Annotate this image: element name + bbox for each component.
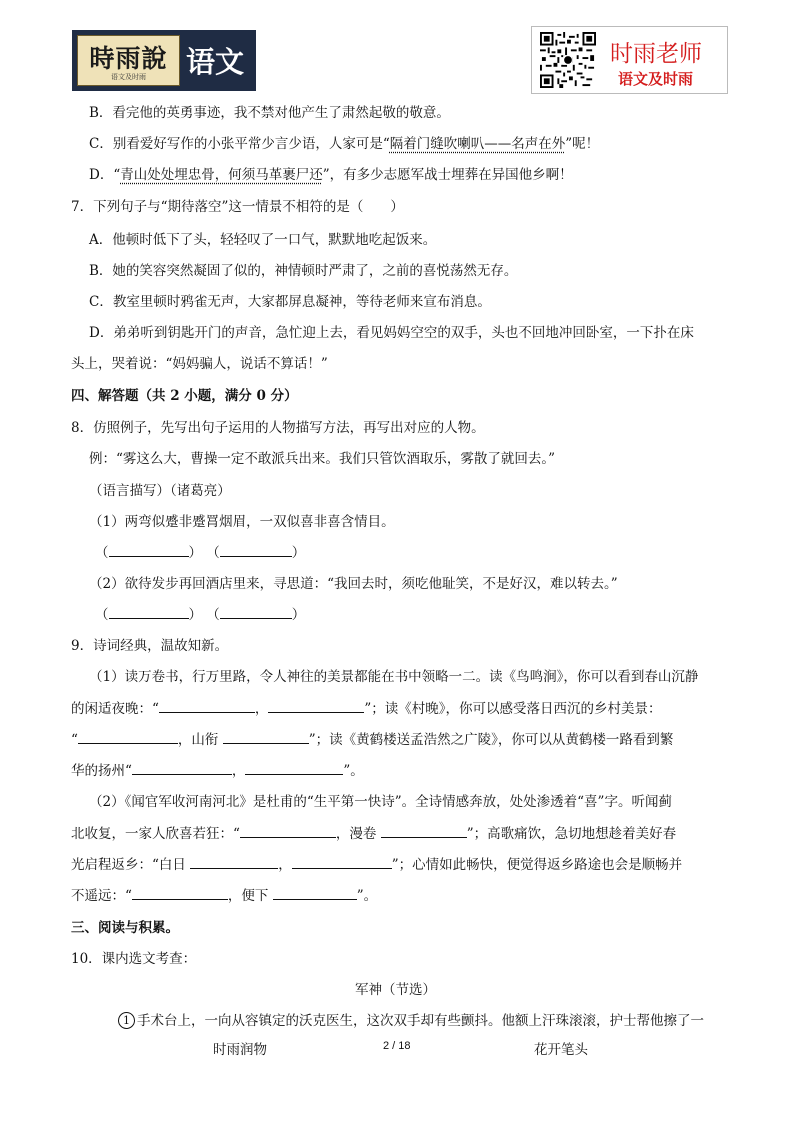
q6-option-c (89, 132, 599, 152)
text: 的闲适夜晚：“ (71, 701, 159, 717)
paren-close: ） (188, 545, 202, 561)
brand-logo-text: 時雨說 (89, 44, 168, 73)
q6-option-d-post: ”，有多少志愿军战士埋葬在异国他乡啊！ (322, 167, 573, 183)
section-heading-3: 三、阅读与积累。 (71, 920, 179, 936)
text: ”；高歌痛饮，急切地想趁着美好春 (466, 826, 677, 842)
q6-option-c-post: ”呢！ (565, 136, 600, 152)
q7-option-d-line1: D．弟弟听到钥匙开门的声音，急忙迎上去，看见妈妈空空的双手，头也不回地冲回卧室，一下扑在床 (89, 325, 694, 341)
answer-blank[interactable] (381, 823, 467, 838)
q6-option-d (89, 163, 573, 183)
text: ， (278, 857, 292, 873)
paren-open: （ (206, 545, 220, 561)
answer-blank[interactable] (245, 760, 343, 775)
page-number: 2 / 18 (383, 1040, 411, 1052)
text: 光启程返乡：“白日 (71, 857, 186, 873)
teacher-slogan: 语文及时雨 (618, 70, 694, 88)
q9-part1-line3 (71, 728, 673, 748)
text: 华的扬州“ (71, 763, 132, 779)
answer-blank[interactable] (292, 854, 392, 869)
text: “ (71, 732, 78, 748)
q7-option-a: A．他顿时低下了头，轻轻叹了一口气，默默地吃起饭来。 (89, 232, 437, 248)
qr-code-icon (540, 32, 596, 88)
text: 不遥远：“ (71, 888, 132, 904)
paren-open: （ (95, 607, 109, 623)
paren-close: ） (291, 607, 306, 623)
text: ”；读《村晚》，你可以感受落日西沉的乡村美景： (364, 701, 662, 717)
text: ， (231, 763, 246, 779)
footer-right: 花开笔头 (534, 1042, 588, 1058)
paren-open: （ (95, 545, 109, 561)
answer-blank[interactable] (190, 854, 278, 869)
footer-left: 时雨润物 (213, 1042, 267, 1058)
q8-example: 例：“雾这么大，曹操一定不敢派兵出来。我们只管饮酒取乐，雾散了就回去。” (89, 451, 556, 467)
text: 北收复，一家人欣喜若狂：“ (71, 826, 240, 842)
text: ”。 (356, 888, 378, 904)
paragraph-text: 手术台上，一向从容镇定的沃克医生，这次双手却有些颤抖。他额上汗珠滚滚，护士帮他擦了一 (137, 1013, 704, 1029)
teacher-banner (531, 26, 728, 94)
answer-blank[interactable] (78, 729, 178, 744)
q8-answer-row-1 (95, 541, 305, 561)
answer-blank[interactable] (109, 604, 189, 619)
text: ，漫卷 (335, 826, 377, 842)
q9-part2-line3 (71, 853, 682, 873)
q8-stem: 8．仿照例子，先写出句子运用的人物描写方法，再写出对应的人物。 (71, 420, 485, 436)
answer-blank[interactable] (159, 698, 255, 713)
q8-sentence-1: （1）两弯似蹙非蹙罥烟眉，一双似喜非喜含情目。 (89, 514, 395, 530)
q8-example-answer: （语言描写）（诸葛亮） (89, 483, 231, 499)
answer-blank[interactable] (223, 729, 309, 744)
paren-open: （ (206, 607, 220, 623)
q9-part2-line2 (71, 822, 676, 842)
q6-option-d-pre: D．“ (89, 167, 121, 183)
brand-logo (72, 30, 256, 91)
q9-part1-line1: （1）读万卷书，行万里路，令人神往的美景都能在书中领略一二。读《鸟鸣涧》，你可以看到春山沉静 (89, 669, 699, 685)
q6-option-d-phrase: 青山处处埋忠骨，何须马革裹尸还 (120, 167, 323, 183)
paren-close: ） (188, 607, 202, 623)
answer-blank[interactable] (109, 542, 189, 557)
q10-stem: 10．课内选文考查： (71, 951, 197, 967)
answer-blank[interactable] (240, 823, 336, 838)
q9-part2-line4 (71, 884, 377, 904)
q8-answer-row-2 (95, 603, 305, 623)
passage-paragraph-1 (118, 1009, 704, 1029)
q9-part1-line4 (71, 759, 364, 779)
q7-option-c: C．教室里顿时鸦雀无声，大家都屏息凝神，等待老师来宣布消息。 (89, 294, 491, 310)
q7-option-b: B．她的笑容突然凝固了似的，神情顿时严肃了，之前的喜悦荡然无存。 (89, 263, 518, 279)
subject-title: 语文 (186, 45, 245, 79)
text: ， (254, 701, 269, 717)
q9-stem: 9．诗词经典，温故知新。 (71, 638, 229, 654)
paragraph-number: 1 (118, 1012, 135, 1029)
answer-blank[interactable] (220, 604, 292, 619)
text: ”；心情如此畅快，便觉得返乡路途也会是顺畅并 (391, 857, 683, 873)
paren-close: ） (291, 545, 306, 561)
q7-stem: 7．下列句子与“期待落空”这一情景不相符的是（ ） (71, 199, 404, 215)
teacher-name: 时雨老师 (610, 41, 702, 67)
answer-blank[interactable] (268, 698, 364, 713)
answer-blank[interactable] (132, 885, 228, 900)
q6-option-b: B．看完他的英勇事迹，我不禁对他产生了肃然起敬的敬意。 (89, 105, 450, 121)
q9-part1-line2 (71, 697, 662, 717)
q7-option-d-line2: 头上，哭着说：“妈妈骗人，说话不算话！” (71, 356, 328, 372)
q6-option-c-pre: C．别看爱好写作的小张平常少言少语，人家可是“ (89, 136, 390, 152)
brand-logo-box (77, 35, 180, 86)
q8-sentence-2: （2）欲待发步再回酒店里来，寻思道：“我回去时，须吃他耻笑，不是好汉，难以转去。” (89, 576, 618, 592)
q6-option-c-phrase: 隔着门缝吹喇叭——名声在外 (389, 136, 566, 152)
section-heading-4: 四、解答题（共 2 小题，满分 0 分） (71, 388, 298, 404)
q9-part2-line1: （2）《闻官军收河南河北》是杜甫的“生平第一快诗”。全诗情感奔放，处处渗透着“喜”字。听闻蓟 (89, 794, 672, 810)
answer-blank[interactable] (273, 885, 357, 900)
text: ，便下 (227, 888, 269, 904)
answer-blank[interactable] (132, 760, 232, 775)
text: ”。 (343, 763, 364, 779)
text: ”；读《黄鹤楼送孟浩然之广陵》，你可以从黄鹤楼一路看到繁 (308, 732, 674, 748)
text: ，山衔 (177, 732, 219, 748)
passage-title: 军神（节选） (355, 982, 436, 998)
answer-blank[interactable] (220, 542, 292, 557)
brand-tagline: 语文及时雨 (111, 73, 146, 81)
